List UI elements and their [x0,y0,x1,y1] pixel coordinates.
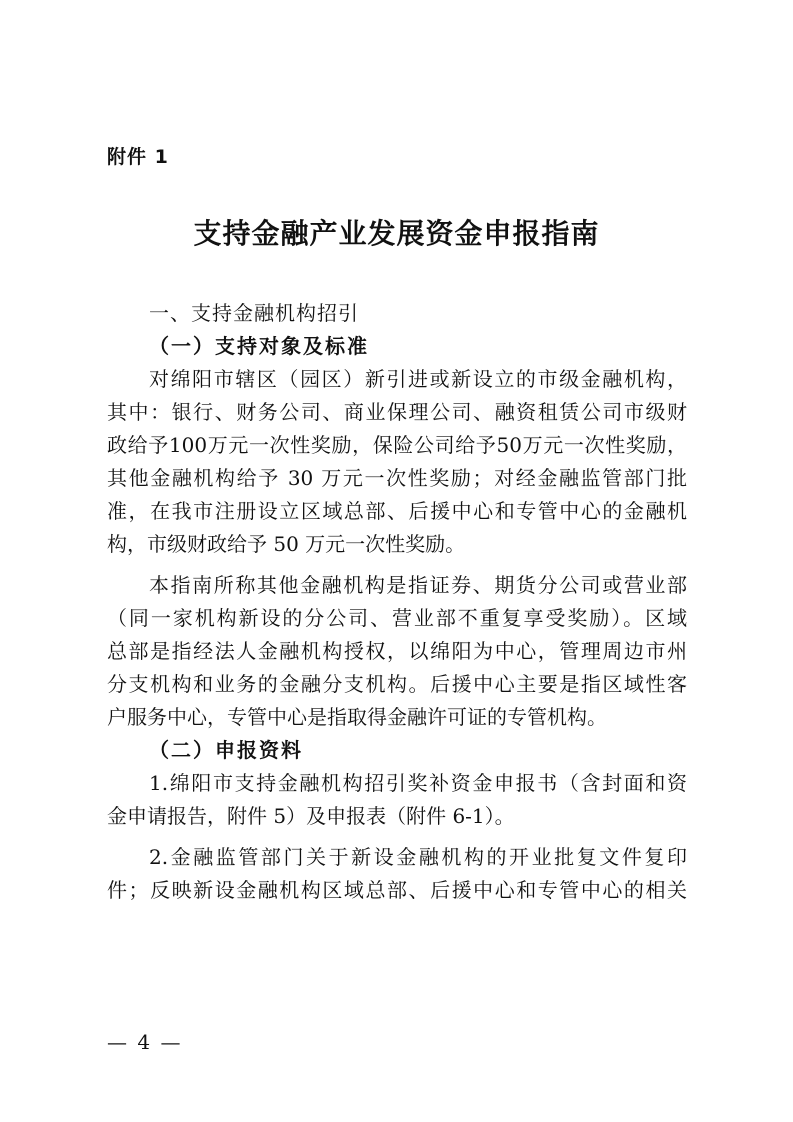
paragraph-item-1 [107,767,687,833]
paragraph-support-criteria [107,363,687,561]
subsection-heading-application-materials: （二）申报资料 [149,738,303,762]
paragraph-line: （同一家机构新设的分公司、营业部不重复享受奖励）。区域 [107,606,687,630]
paragraph-line: 金申请报告，附件 5）及申报表（附件 6-1）。 [107,804,515,828]
document-body [107,297,687,907]
paragraph-line: 分支机构和业务的金融分支机构。后援中心主要是指区域性客 [107,672,687,696]
paragraph-line: 总部是指经法人金融机构授权，以绵阳为中心，管理周边市州 [107,639,687,663]
paragraph-item-2 [107,841,687,907]
paragraph-line: 政给予100万元一次性奖励，保险公司给予50万元一次性奖励， [107,433,687,457]
paragraph-line: 对绵阳市辖区（园区）新引进或新设立的市级金融机构， [149,367,687,391]
paragraph-line: 户服务中心，专管中心是指取得金融许可证的专管机构。 [107,705,607,729]
paragraph-line: 1.绵阳市支持金融机构招引奖补资金申报书（含封面和资 [149,771,687,795]
paragraph-definitions [107,569,687,734]
attachment-label: 附件 1 [107,146,169,168]
document-title: 支持金融产业发展资金申报指南 [193,217,600,250]
paragraph-line: 件；反映新设金融机构区域总部、后援中心和专管中心的相关 [107,878,687,902]
paragraph-line: 其中：银行、财务公司、商业保理公司、融资租赁公司市级财 [107,400,687,424]
section-heading-1: 一、支持金融机构招引 [149,301,359,325]
paragraph-line: 本指南所称其他金融机构是指证券、期货分公司或营业部 [149,573,687,597]
paragraph-line: 2.金融监管部门关于新设金融机构的开业批复文件复印 [149,845,687,869]
subsection-heading-support-criteria: （一）支持对象及标准 [149,334,369,358]
page-number: — 4 — [107,1030,183,1054]
paragraph-line: 其他金融机构给予 30 万元一次性奖励；对经金融监管部门批 [107,466,687,490]
paragraph-line: 准，在我市注册设立区域总部、后援中心和专管中心的金融机 [107,499,687,523]
paragraph-line: 构，市级财政给予 50 万元一次性奖励。 [107,532,466,556]
